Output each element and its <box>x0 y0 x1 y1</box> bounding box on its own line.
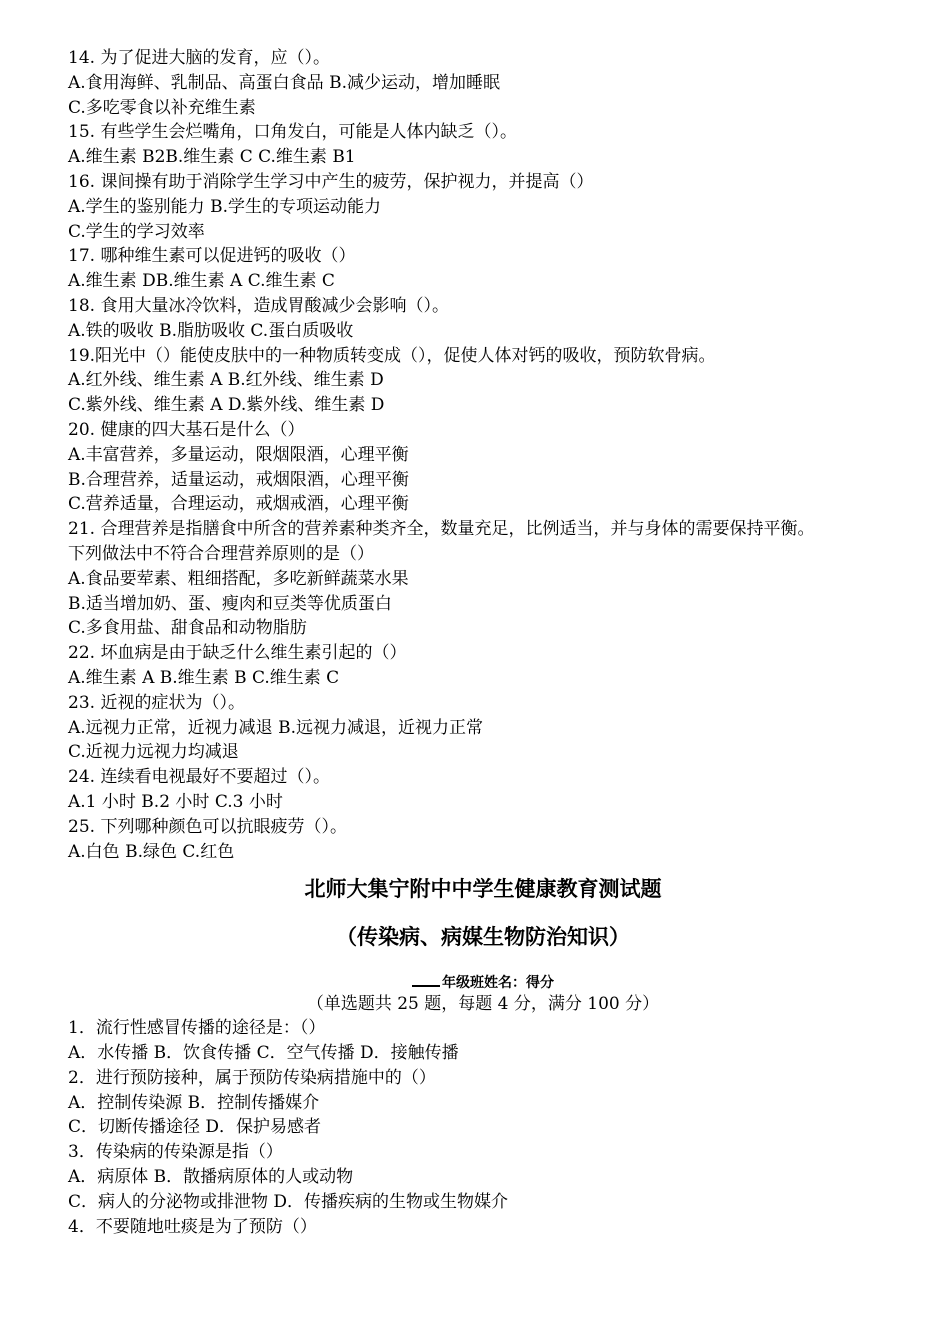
question-line: A.食品要荤素、粗细搭配，多吃新鲜蔬菜水果 <box>68 568 409 589</box>
question-line: 23. 近视的症状为（）。 <box>68 692 245 713</box>
question-line: 15. 有些学生会烂嘴角，口角发白，可能是人体内缺乏（）。 <box>68 122 517 143</box>
scoring-note: （单选题共 25 题，每题 4 分，满分 100 分） <box>306 994 660 1015</box>
question-line: 19.阳光中（）能使皮肤中的一种物质转变成（），促使人体对钙的吸收，预防软骨病。 <box>68 345 716 366</box>
question-line: B.适当增加奶、蛋、瘦肉和豆类等优质蛋白 <box>68 593 392 614</box>
question-line: 22. 坏血病是由于缺乏什么维生素引起的（） <box>68 643 407 664</box>
question-line: A.食用海鲜、乳制品、高蛋白食品 B.减少运动，增加睡眠 <box>68 72 500 93</box>
question-line: C．切断传播途径 D．保护易感者 <box>68 1117 322 1138</box>
question-line: A.维生素 B2B.维生素 C C.维生素 B1 <box>68 147 356 168</box>
question-line: 25. 下列哪种颜色可以抗眼疲劳（）。 <box>68 816 347 837</box>
question-line: A．控制传染源 B．控制传播媒介 <box>68 1092 320 1113</box>
question-list-nutrition <box>68 46 898 864</box>
question-line: 16. 课间操有助于消除学生学习中产生的疲劳，保护视力，并提高（） <box>68 171 594 192</box>
question-line: A.白色 B.绿色 C.红色 <box>68 841 235 862</box>
question-line: C.近视力远视力均减退 <box>68 742 239 763</box>
question-line: A.红外线、维生素 A B.红外线、维生素 D <box>68 370 384 391</box>
question-line: A.1 小时 B.2 小时 C.3 小时 <box>68 791 283 812</box>
question-line: 17. 哪种维生素可以促进钙的吸收（） <box>68 246 356 267</box>
question-line: A.丰富营养，多量运动，限烟限酒，心理平衡 <box>68 444 409 465</box>
question-line: 14. 为了促进大脑的发育，应（）。 <box>68 48 330 68</box>
question-line: A.远视力正常，近视力减退 B.远视力减退，近视力正常 <box>68 717 483 738</box>
question-line: A.维生素 DB.维生素 A C.维生素 C <box>68 271 335 292</box>
question-line: 2．进行预防接种，属于预防传染病措施中的（） <box>68 1067 436 1088</box>
document-page <box>68 46 898 1239</box>
question-line: C．病人的分泌物或排泄物 D．传播疾病的生物或生物媒介 <box>68 1191 509 1212</box>
question-line: C.营养适量，合理运动，戒烟戒酒，心理平衡 <box>68 494 409 515</box>
question-line: 20. 健康的四大基石是什么（） <box>68 419 305 440</box>
document-subtitle: （传染病、病媒生物防治知识） <box>336 925 630 950</box>
question-line: A.学生的鉴别能力 B.学生的专项运动能力 <box>68 196 381 217</box>
question-line: C.多吃零食以补充维生素 <box>68 97 256 118</box>
question-line: 21. 合理营养是指膳食中所含的营养素种类齐全，数量充足，比例适当，并与身体的需要保持平衡。 <box>68 519 815 540</box>
question-line: B.合理营养，适量运动，戒烟限酒，心理平衡 <box>68 469 409 490</box>
question-line: C.多食用盐、甜食品和动物脂肪 <box>68 618 307 639</box>
student-info-text: 年级班姓名：得分 <box>442 975 554 992</box>
question-line: 18. 食用大量冰冷饮料，造成胃酸减少会影响（）。 <box>68 295 449 316</box>
question-line: 下列做法中不符合合理营养原则的是（） <box>68 543 374 564</box>
document-title: 北师大集宁附中中学生健康教育测试题 <box>304 877 662 902</box>
question-line: 4．不要随地吐痰是为了预防（） <box>68 1216 317 1237</box>
question-line: A.铁的吸收 B.脂肪吸收 C.蛋白质吸收 <box>68 320 354 341</box>
question-line: A.维生素 A B.维生素 B C.维生素 C <box>68 667 340 688</box>
question-line: 3．传染病的传染源是指（） <box>68 1142 283 1163</box>
question-line: A．病原体 B．散播病原体的人或动物 <box>68 1167 354 1188</box>
question-line: 24. 连续看电视最好不要超过（）。 <box>68 767 330 788</box>
question-line: C.紫外线、维生素 A D.紫外线、维生素 D <box>68 395 385 416</box>
question-line: 1．流行性感冒传播的途径是：（） <box>68 1018 326 1039</box>
student-info-line <box>68 970 898 992</box>
question-line: C.学生的学习效率 <box>68 221 205 242</box>
question-line: A．水传播 B．饮食传播 C．空气传播 D．接触传播 <box>68 1043 459 1064</box>
name-blank <box>412 970 440 987</box>
question-list-infectious-disease <box>68 1016 898 1239</box>
